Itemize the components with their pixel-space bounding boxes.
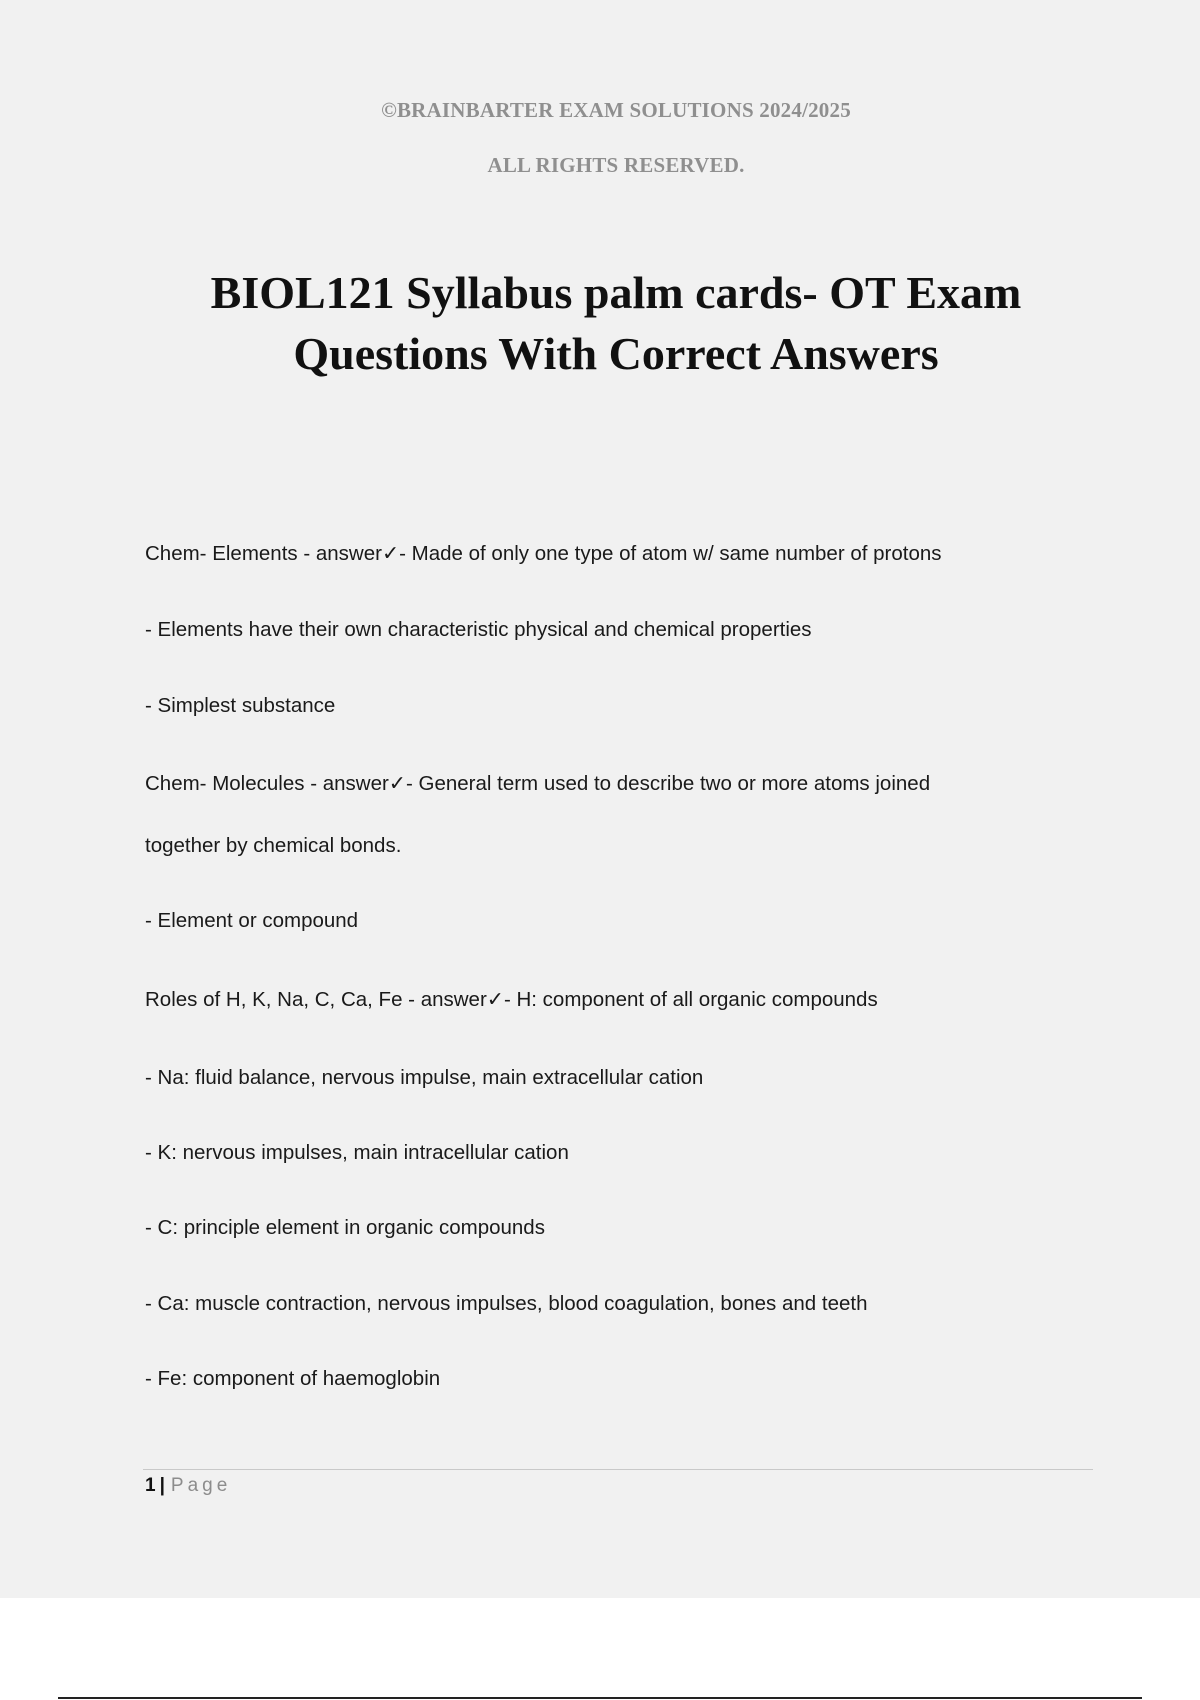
page-number-footer (145, 1475, 231, 1497)
next-page-divider (58, 1697, 1142, 1699)
content-line: - Element or compound (145, 909, 359, 932)
rights-header: ALL RIGHTS RESERVED. (487, 153, 745, 177)
content-line: - Fe: component of haemoglobin (145, 1367, 441, 1390)
content-line: - C: principle element in organic compounds (145, 1216, 545, 1239)
content-line: Chem- Elements - answer✓- Made of only one type of atom w/ same number of protons (145, 542, 942, 565)
content-line: together by chemical bonds. (145, 834, 402, 857)
page-label: Page (170, 1475, 232, 1496)
content-line: - Na: fluid balance, nervous impulse, main extracellular cation (145, 1066, 704, 1089)
copyright-header: ©BRAINBARTER EXAM SOLUTIONS 2024/2025 (381, 98, 851, 122)
content-line: - K: nervous impulses, main intracellular cation (145, 1141, 569, 1164)
document-title (100, 262, 1132, 384)
content-line: Chem- Molecules - answer✓- General term used to describe two or more atoms joined (145, 772, 931, 795)
page-number: 1 (145, 1475, 156, 1496)
content-line: Roles of H, K, Na, C, Ca, Fe - answer✓- H: component of all organic compounds (145, 988, 878, 1011)
footer-divider (143, 1469, 1093, 1470)
title-line-1: BIOL121 Syllabus palm cards- OT Exam (210, 267, 1022, 318)
content-line: - Elements have their own characteristic physical and chemical properties (145, 618, 812, 641)
page-separator: | (159, 1475, 165, 1496)
content-line: - Ca: muscle contraction, nervous impulses, blood coagulation, bones and teeth (145, 1292, 868, 1315)
content-line: - Simplest substance (145, 694, 336, 717)
title-line-2: Questions With Correct Answers (293, 328, 939, 379)
